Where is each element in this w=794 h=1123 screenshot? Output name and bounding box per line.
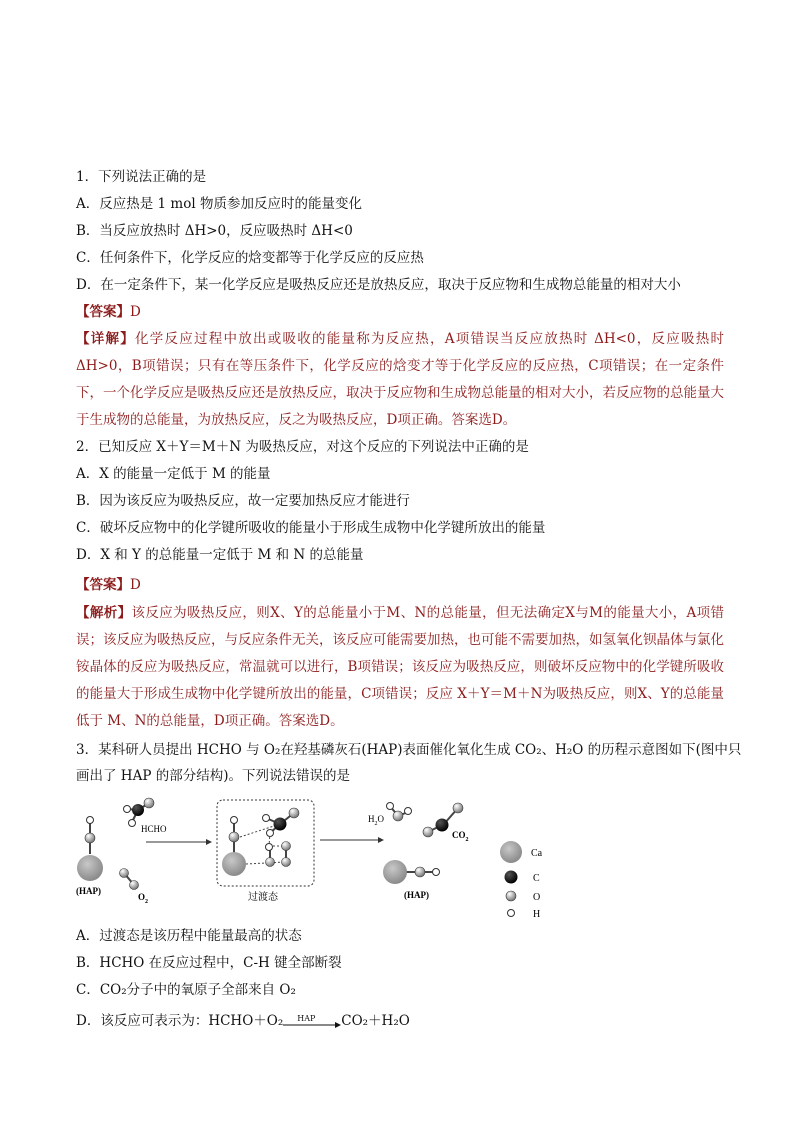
detail-text: 化学反应过程中放出或吸收的能量称为反应热，A项错误当反应放热时 ΔH<0，反应吸热时 ΔH>0，B项错误；只有在等压条件下，化学反应的焓变才等于化学反应的反应热，C项错误；在一定条件下，一个化学反应是吸热反应还是放热反应，取决于反应物和生成物总能量的相对大小，若反应物的总能量大于生成物的总能量，为放热反应，反之为吸热反应，D项正确。答案选D。 [76, 331, 725, 428]
reaction-mechanism-diagram [70, 790, 560, 922]
q1-option-c: C．任何条件下，化学反应的焓变都等于化学反应的反应热 [76, 250, 424, 266]
o2-label: $O_2$ [138, 892, 149, 905]
q3-option-c: C．CO₂分子中的氧原子全部来自 O₂ [76, 982, 296, 998]
hap-label-2: (HAP) [404, 890, 429, 900]
legend-ca-swatch [500, 841, 522, 863]
answer-tag: 【答案】 [76, 304, 130, 320]
q2-detail [76, 600, 724, 735]
q2-option-a: A．X 的能量一定低于 M 的能量 [76, 466, 271, 482]
transition-state [222, 808, 299, 876]
legend-h: H [533, 909, 541, 920]
molecule-o2 [120, 869, 139, 890]
q1-detail [76, 326, 724, 434]
answer-value: D [130, 577, 141, 593]
q3-option-d [76, 1008, 410, 1035]
q2-option-b: B．因为该反应为吸热反应，故一定要加热反应才能进行 [76, 493, 410, 509]
q3-stem-line1: 3．某科研人员提出 HCHO 与 O₂在羟基磷灰石(HAP)表面催化氧化生成 CO₂、H₂O 的历程示意图如下(图中只 [76, 742, 742, 758]
hap-label: (HAP) [76, 886, 101, 896]
q2-stem: 2．已知反应 X＋Y＝M＋N 为吸热反应，对这个反应的下列说法中正确的是 [76, 439, 529, 455]
q2-option-c: C．破坏反应物中的化学键所吸收的能量小于形成生成物中化学键所放出的能量 [76, 520, 546, 536]
catalyst-label: HAP [297, 1013, 316, 1023]
detail-tag: 【详解】 [76, 331, 136, 347]
legend-h-swatch [508, 910, 515, 917]
answer-value: D [130, 304, 141, 320]
q3-option-d-suffix: CO₂＋H₂O [341, 1013, 410, 1029]
legend-o: O [533, 892, 541, 903]
q1-option-a: A．反应热是 1 mol 物质参加反应时的能量变化 [76, 196, 362, 212]
q1-option-d: D．在一定条件下，某一化学反应是吸热反应还是放热反应，取决于反应物和生成物总能量的相对大小 [76, 277, 681, 293]
legend-c: C [533, 873, 540, 884]
molecule-hcho [124, 798, 155, 827]
atom-legend [495, 838, 575, 926]
answer-tag: 【答案】 [76, 577, 130, 593]
legend-o-swatch [506, 891, 516, 901]
q1-stem: 1．下列说法正确的是 [76, 169, 207, 185]
q3-option-a: A．过渡态是该历程中能量最高的状态 [76, 928, 302, 944]
hcho-label: HCHO [141, 824, 167, 834]
q2-option-d: D．X 和 Y 的总能量一定低于 M 和 N 的总能量 [76, 547, 364, 563]
detail-tag: 【解析】 [76, 605, 132, 621]
q1-answer [76, 299, 726, 326]
q3-stem-line2: 画出了 HAP 的部分结构)。下列说法错误的是 [76, 768, 350, 784]
detail-text: 该反应为吸热反应，则X、Y的总能量小于M、N的总能量，但无法确定X与M的能量大小，A项错误；该反应为吸热反应，与反应条件无关，该反应可能需要加热，也可能不需要加热，如氢氧化钡晶体与氯化铵晶体的反应为吸热反应，常温就可以进行，B项错误；该反应为吸热反应，则破坏反应物中的化学键所吸收的能量大于形成生成物中化学键所放出的能量，C项错误；反应 X＋Y＝M＋N为吸热反应，则X、Y的总能量低于 M、N的总能量，D项正确。答案选D。 [76, 605, 725, 729]
q3-option-d-prefix: D．该反应可表示为：HCHO＋O₂ [76, 1013, 284, 1029]
h2o-label: $H_2O$ [368, 814, 384, 827]
q1-option-b: B．当反应放热时 ΔH>0，反应吸热时 ΔH<0 [76, 223, 353, 239]
q3-option-b: B．HCHO 在反应过程中，C-H 键全部断裂 [76, 955, 342, 971]
legend-c-swatch [505, 871, 518, 884]
product-hap [383, 860, 440, 884]
reactant-hap [77, 817, 103, 882]
co2-label: $CO_2$ [452, 830, 469, 843]
q2-answer [76, 572, 726, 599]
transition-state-label: 过渡态 [248, 892, 278, 903]
catalyst-arrow [283, 1013, 341, 1031]
molecule-h2o [387, 803, 412, 822]
legend-ca: Ca [531, 848, 543, 859]
